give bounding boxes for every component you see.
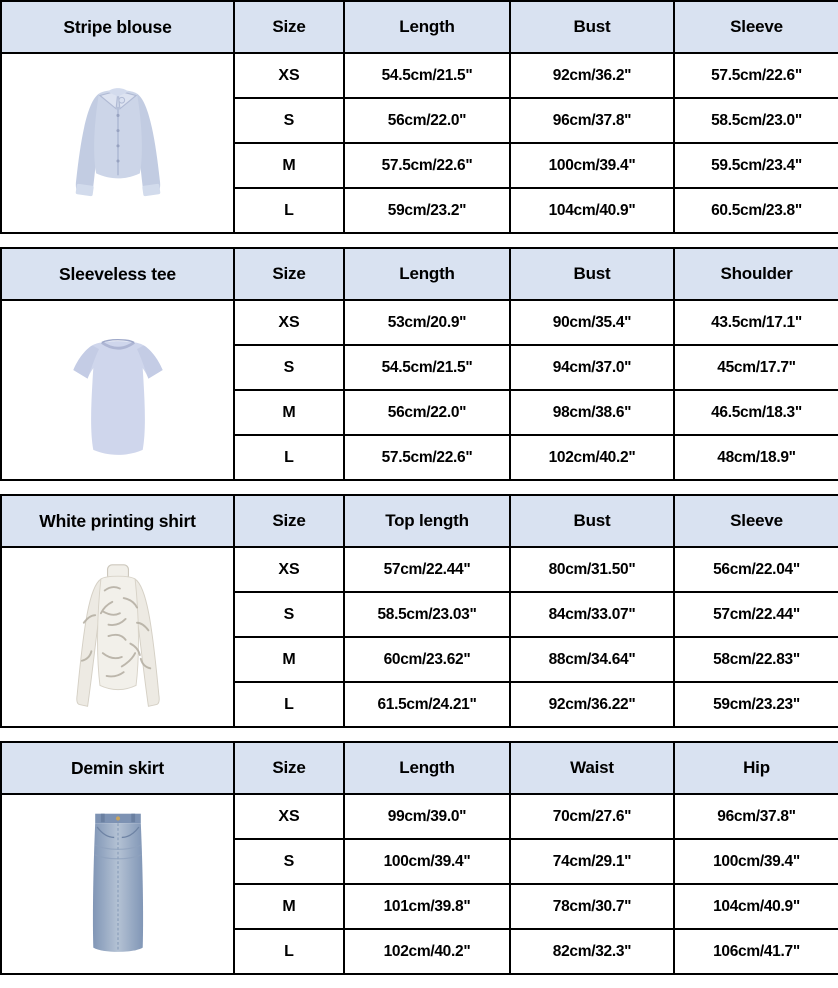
measurement-value: 43.5cm/17.1" <box>674 300 838 345</box>
size-rows <box>1 547 838 727</box>
measurement-value: 54.5cm/21.5" <box>344 53 510 98</box>
measurement-value: 101cm/39.8" <box>344 884 510 929</box>
measurement-value: 45cm/17.7" <box>674 345 838 390</box>
size-label: L <box>234 682 344 727</box>
size-label: L <box>234 435 344 480</box>
measurement-value: 58.5cm/23.0" <box>674 98 838 143</box>
size-rows <box>1 53 838 233</box>
size-label: XS <box>234 794 344 839</box>
measurement-value: 102cm/40.2" <box>344 929 510 974</box>
size-label: M <box>234 637 344 682</box>
demin-skirt-image <box>42 803 194 965</box>
measurement-value: 96cm/37.8" <box>674 794 838 839</box>
product-image-cell <box>1 794 234 974</box>
measurement-value: 60.5cm/23.8" <box>674 188 838 233</box>
measurement-value: 54.5cm/21.5" <box>344 345 510 390</box>
measurement-value: 98cm/38.6" <box>510 390 674 435</box>
white-printing-shirt-image <box>42 556 194 718</box>
measurement-value: 59cm/23.2" <box>344 188 510 233</box>
measurement-value: 56cm/22.0" <box>344 98 510 143</box>
column-header: Size <box>234 742 344 794</box>
size-label: M <box>234 390 344 435</box>
size-table <box>0 0 838 234</box>
product-name: Sleeveless tee <box>1 248 234 300</box>
measurement-value: 100cm/39.4" <box>510 143 674 188</box>
size-row <box>1 547 838 592</box>
measurement-value: 106cm/41.7" <box>674 929 838 974</box>
measurement-value: 99cm/39.0" <box>344 794 510 839</box>
measurement-value: 104cm/40.9" <box>510 188 674 233</box>
size-label: XS <box>234 53 344 98</box>
column-header: Top length <box>344 495 510 547</box>
size-rows <box>1 794 838 974</box>
measurement-value: 58cm/22.83" <box>674 637 838 682</box>
column-header: Size <box>234 495 344 547</box>
size-table <box>0 247 838 481</box>
column-header: Length <box>344 248 510 300</box>
header-row <box>1 742 838 794</box>
size-label: S <box>234 592 344 637</box>
measurement-value: 57cm/22.44" <box>674 592 838 637</box>
sleeveless-tee-image <box>42 309 194 471</box>
column-header: Size <box>234 1 344 53</box>
header-row <box>1 1 838 53</box>
size-row <box>1 53 838 98</box>
measurement-value: 59cm/23.23" <box>674 682 838 727</box>
product-name: Demin skirt <box>1 742 234 794</box>
measurement-value: 94cm/37.0" <box>510 345 674 390</box>
column-header: Hip <box>674 742 838 794</box>
measurement-value: 84cm/33.07" <box>510 592 674 637</box>
column-header: Length <box>344 742 510 794</box>
size-row <box>1 794 838 839</box>
column-header: Sleeve <box>674 495 838 547</box>
measurement-value: 92cm/36.2" <box>510 53 674 98</box>
size-label: XS <box>234 547 344 592</box>
measurement-value: 61.5cm/24.21" <box>344 682 510 727</box>
measurement-value: 74cm/29.1" <box>510 839 674 884</box>
size-row <box>1 300 838 345</box>
size-rows <box>1 300 838 480</box>
measurement-value: 57.5cm/22.6" <box>344 435 510 480</box>
measurement-value: 53cm/20.9" <box>344 300 510 345</box>
column-header: Shoulder <box>674 248 838 300</box>
measurement-value: 104cm/40.9" <box>674 884 838 929</box>
size-label: S <box>234 839 344 884</box>
size-label: XS <box>234 300 344 345</box>
size-label: L <box>234 929 344 974</box>
size-label: S <box>234 345 344 390</box>
product-image-cell <box>1 547 234 727</box>
product-image-cell <box>1 53 234 233</box>
measurement-value: 57cm/22.44" <box>344 547 510 592</box>
product-name: Stripe blouse <box>1 1 234 53</box>
size-label: M <box>234 884 344 929</box>
measurement-value: 96cm/37.8" <box>510 98 674 143</box>
measurement-value: 70cm/27.6" <box>510 794 674 839</box>
measurement-value: 102cm/40.2" <box>510 435 674 480</box>
measurement-value: 57.5cm/22.6" <box>674 53 838 98</box>
measurement-value: 56cm/22.04" <box>674 547 838 592</box>
measurement-value: 59.5cm/23.4" <box>674 143 838 188</box>
measurement-value: 78cm/30.7" <box>510 884 674 929</box>
measurement-value: 58.5cm/23.03" <box>344 592 510 637</box>
product-name: White printing shirt <box>1 495 234 547</box>
measurement-value: 88cm/34.64" <box>510 637 674 682</box>
column-header: Waist <box>510 742 674 794</box>
column-header: Bust <box>510 248 674 300</box>
column-header: Bust <box>510 1 674 53</box>
measurement-value: 80cm/31.50" <box>510 547 674 592</box>
column-header: Sleeve <box>674 1 838 53</box>
measurement-value: 100cm/39.4" <box>674 839 838 884</box>
measurement-value: 56cm/22.0" <box>344 390 510 435</box>
measurement-value: 90cm/35.4" <box>510 300 674 345</box>
size-table <box>0 494 838 728</box>
product-image-cell <box>1 300 234 480</box>
size-label: M <box>234 143 344 188</box>
size-label: L <box>234 188 344 233</box>
size-table <box>0 741 838 975</box>
measurement-value: 46.5cm/18.3" <box>674 390 838 435</box>
header-row <box>1 248 838 300</box>
header-row <box>1 495 838 547</box>
column-header: Length <box>344 1 510 53</box>
measurement-value: 100cm/39.4" <box>344 839 510 884</box>
measurement-value: 82cm/32.3" <box>510 929 674 974</box>
measurement-value: 92cm/36.22" <box>510 682 674 727</box>
column-header: Bust <box>510 495 674 547</box>
column-header: Size <box>234 248 344 300</box>
measurement-value: 48cm/18.9" <box>674 435 838 480</box>
measurement-value: 60cm/23.62" <box>344 637 510 682</box>
size-label: S <box>234 98 344 143</box>
measurement-value: 57.5cm/22.6" <box>344 143 510 188</box>
stripe-blouse-image <box>42 62 194 224</box>
